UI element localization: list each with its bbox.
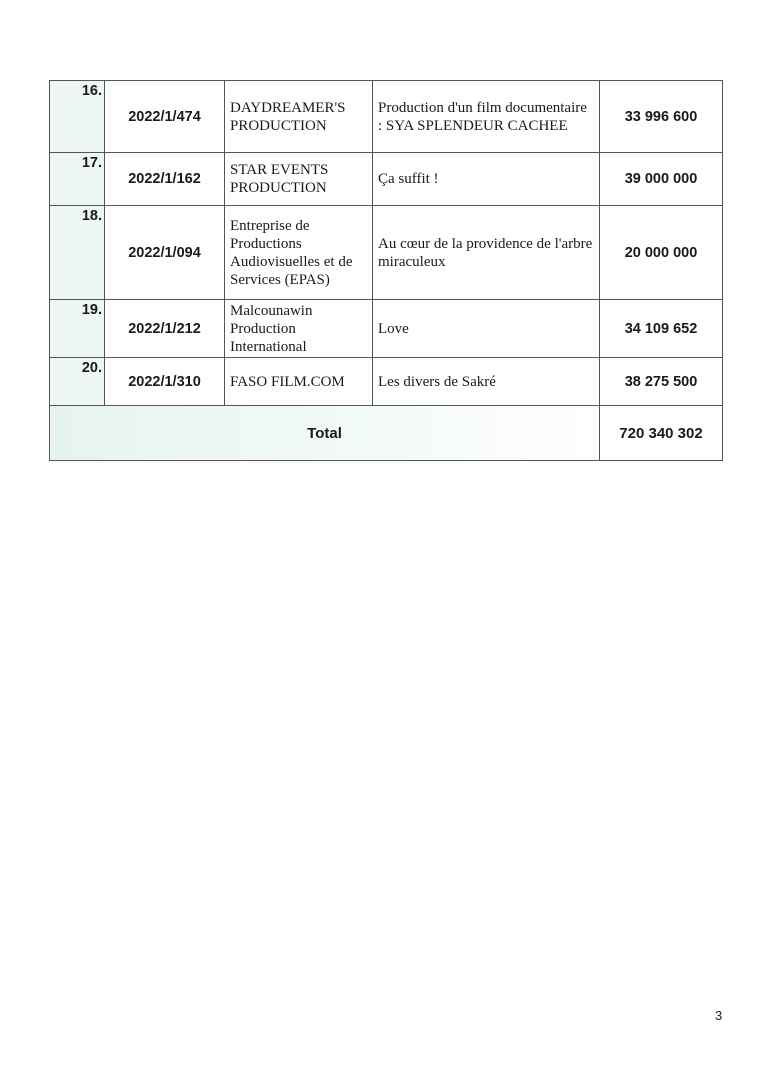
total-amount: 720 340 302	[600, 406, 723, 461]
reference-number: 2022/1/474	[105, 81, 225, 153]
project-title: Love	[373, 300, 600, 358]
organization-name: DAYDREAMER'S PRODUCTION	[225, 81, 373, 153]
row-number: 18.	[50, 206, 105, 300]
reference-number: 2022/1/094	[105, 206, 225, 300]
amount: 39 000 000	[600, 153, 723, 206]
project-title: Production d'un film documentaire : SYA SPLENDEUR CACHEE	[373, 81, 600, 153]
amount: 38 275 500	[600, 358, 723, 406]
organization-name: Entreprise de Productions Audiovisuelles et de Services (EPAS)	[225, 206, 373, 300]
amount: 33 996 600	[600, 81, 723, 153]
row-number: 19.	[50, 300, 105, 358]
table-row	[50, 81, 723, 153]
organization-name: STAR EVENTS PRODUCTION	[225, 153, 373, 206]
page-number: 3	[715, 1008, 723, 1023]
reference-number: 2022/1/162	[105, 153, 225, 206]
total-row	[50, 406, 723, 461]
table-row	[50, 358, 723, 406]
total-label: Total	[50, 406, 600, 461]
row-number: 17.	[50, 153, 105, 206]
grants-table	[49, 80, 723, 461]
project-title: Les divers de Sakré	[373, 358, 600, 406]
amount: 20 000 000	[600, 206, 723, 300]
reference-number: 2022/1/310	[105, 358, 225, 406]
table-row	[50, 153, 723, 206]
table-row	[50, 206, 723, 300]
reference-number: 2022/1/212	[105, 300, 225, 358]
project-title: Ça suffit !	[373, 153, 600, 206]
organization-name: Malcounawin Production International	[225, 300, 373, 358]
project-title: Au cœur de la providence de l'arbre miraculeux	[373, 206, 600, 300]
row-number: 16.	[50, 81, 105, 153]
row-number: 20.	[50, 358, 105, 406]
amount: 34 109 652	[600, 300, 723, 358]
organization-name: FASO FILM.COM	[225, 358, 373, 406]
table-row	[50, 300, 723, 358]
